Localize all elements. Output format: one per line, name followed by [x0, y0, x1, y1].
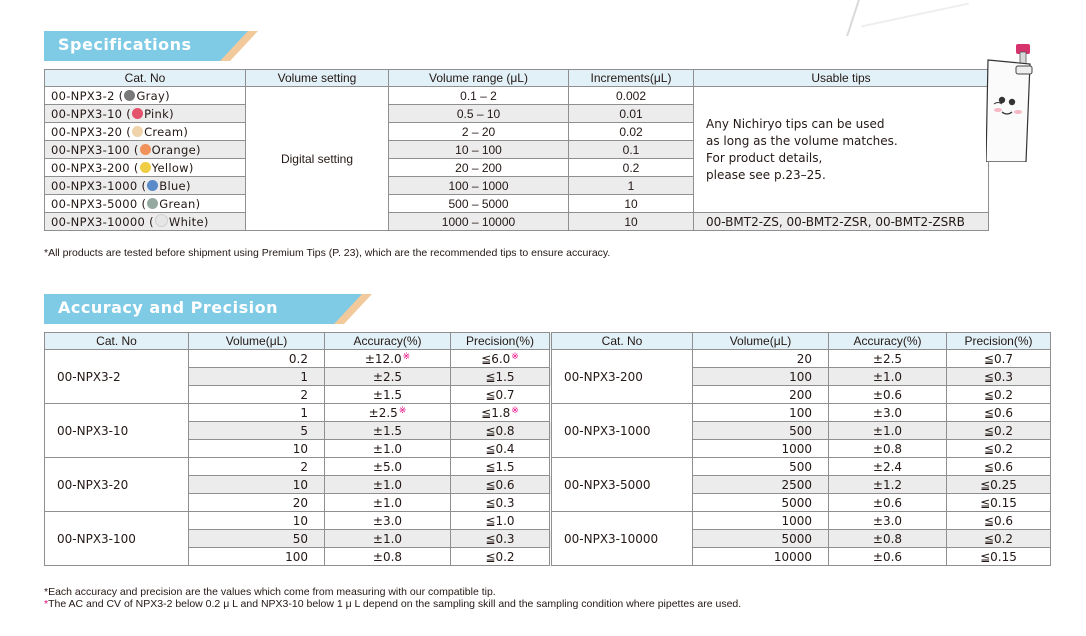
footnote-mark: ※ — [511, 351, 519, 362]
accuracy-cell — [325, 512, 451, 530]
cat-no: 00-NPX3-10000 — [51, 215, 146, 229]
accuracy-value: ±0.6 — [872, 549, 903, 564]
accuracy-value: ±3.0 — [872, 405, 903, 420]
volume-cell: 10 — [189, 512, 325, 530]
precision-cell — [947, 512, 1051, 530]
precision-cell — [947, 530, 1051, 548]
precision-cell — [451, 422, 551, 440]
cat-no: 00-NPX3-10 — [51, 106, 123, 121]
volume-range-cell: 20 – 200 — [389, 159, 569, 177]
accuracy-note: *Each accuracy and precision are the values which come from measuring with our compatible tip. — [44, 586, 496, 598]
usable-tips-line: For product details, — [706, 150, 823, 165]
precision-value: ≦0.15 — [980, 549, 1017, 564]
accuracy-cell — [325, 368, 451, 386]
cat-no: 00-NPX3-1000 — [51, 178, 138, 193]
accuracy-cell — [325, 530, 451, 548]
volume-cell: 100 — [693, 368, 829, 386]
volume-cell: 1000 — [693, 512, 829, 530]
column-header: Cat. No — [551, 333, 693, 350]
color-name: Grean — [159, 196, 196, 211]
cat-no-cell: 00-NPX3-10 — [45, 404, 189, 458]
precision-cell — [451, 494, 551, 512]
column-header: Accuracy(%) — [325, 333, 451, 350]
color-dot — [140, 162, 151, 173]
column-header: Precision(%) — [451, 333, 551, 350]
table-row — [45, 422, 1051, 440]
section-title: Specifications — [58, 35, 192, 54]
note-mark: * — [44, 598, 49, 610]
cat-no-cell: 00-NPX3-10000 ( White) — [45, 213, 246, 231]
volume-cell: 0.2 — [189, 350, 325, 368]
column-header: Precision(%) — [947, 333, 1051, 350]
precision-cell — [947, 404, 1051, 422]
precision-value: ≦0.8 — [485, 423, 515, 438]
volume-range-cell: 10 – 100 — [389, 141, 569, 159]
volume-cell: 500 — [693, 458, 829, 476]
accuracy-value: ±0.8 — [372, 549, 403, 564]
precision-cell — [947, 440, 1051, 458]
precision-value: ≦0.2 — [983, 423, 1014, 438]
precision-cell — [947, 368, 1051, 386]
volume-cell: 50 — [189, 530, 325, 548]
precision-value: ≦0.2 — [983, 531, 1014, 546]
volume-cell: 2 — [189, 386, 325, 404]
cat-no-cell: 00-NPX3-20 ( Cream) — [45, 123, 246, 141]
column-header: Accuracy(%) — [829, 333, 947, 350]
precision-value: ≦0.4 — [485, 441, 515, 456]
increments-cell: 1 — [569, 177, 694, 195]
cat-no: 00-NPX3-5000 — [51, 196, 138, 211]
accuracy-cell — [325, 440, 451, 458]
precision-cell — [451, 368, 551, 386]
color-dot — [124, 90, 135, 101]
accuracy-cell — [829, 458, 947, 476]
cat-no-cell: 00-NPX3-10000 — [551, 512, 693, 566]
table-row — [45, 494, 1051, 512]
accuracy-cell — [829, 386, 947, 404]
accuracy-cell — [829, 350, 947, 368]
accuracy-value: ±0.6 — [872, 387, 903, 402]
precision-cell — [451, 476, 551, 494]
color-dot — [140, 144, 151, 155]
pipette-mascot-illustration — [986, 42, 1086, 162]
precision-value: ≦0.3 — [485, 531, 515, 546]
volume-cell: 1000 — [693, 440, 829, 458]
volume-cell: 500 — [693, 422, 829, 440]
increments-cell: 0.1 — [569, 141, 694, 159]
precision-cell — [451, 548, 551, 566]
precision-cell — [947, 350, 1051, 368]
accuracy-value: ±1.0 — [372, 477, 403, 492]
precision-value: ≦0.6 — [983, 459, 1014, 474]
usable-tips-line: as long as the volume matches. — [706, 133, 898, 148]
decorative-line — [861, 3, 969, 28]
increments-cell: 0.01 — [569, 105, 694, 123]
table-row — [45, 458, 1051, 476]
precision-value: ≦0.2 — [983, 441, 1014, 456]
precision-cell — [947, 494, 1051, 512]
precision-value: ≦0.25 — [980, 477, 1017, 492]
accuracy-cell — [829, 494, 947, 512]
precision-cell — [451, 530, 551, 548]
color-dot — [147, 180, 158, 191]
volume-cell: 5000 — [693, 530, 829, 548]
accuracy-value: ±1.0 — [372, 495, 403, 510]
cat-no-cell: 00-NPX3-10 ( Pink) — [45, 105, 246, 123]
accuracy-cell — [829, 476, 947, 494]
table-row — [45, 350, 1051, 368]
table-row — [45, 87, 989, 105]
column-header: Volume(μL) — [693, 333, 829, 350]
accuracy-cell — [325, 494, 451, 512]
accuracy-cell — [325, 548, 451, 566]
usable-tips-line: please see p.23–25. — [706, 167, 826, 182]
precision-cell — [451, 458, 551, 476]
accuracy-value: ±2.4 — [872, 459, 903, 474]
cat-no-cell: 00-NPX3-200 ( Yellow) — [45, 159, 246, 177]
cat-no-cell: 00-NPX3-5000 — [551, 458, 693, 512]
increments-cell: 0.2 — [569, 159, 694, 177]
note-text: The AC and CV of NPX3-2 below 0.2 μ L and NPX3-10 below 1 μ L depend on the sampling skill and the sampling condition where pipettes are used. — [48, 598, 742, 610]
precision-value: ≦0.3 — [983, 369, 1014, 384]
cat-no-cell: 00-NPX3-200 — [551, 350, 693, 404]
column-header: Increments(μL) — [569, 70, 694, 87]
accuracy-value: ±5.0 — [372, 459, 403, 474]
volume-range-cell: 0.1 – 2 — [389, 87, 569, 105]
increments-cell: 0.002 — [569, 87, 694, 105]
accuracy-value: ±12.0 — [364, 351, 402, 366]
precision-cell — [947, 458, 1051, 476]
accuracy-cell — [829, 422, 947, 440]
cat-no-cell: 00-NPX3-1000 ( Blue) — [45, 177, 246, 195]
color-dot — [147, 198, 158, 209]
usable-tips-line: Any Nichiryo tips can be used — [706, 116, 885, 131]
accuracy-precision-table — [44, 332, 1051, 566]
table-row — [45, 512, 1051, 530]
color-name: White — [168, 215, 204, 229]
accuracy-value: ±0.8 — [872, 441, 903, 456]
accuracy-value: ±1.2 — [872, 477, 903, 492]
precision-cell — [451, 440, 551, 458]
cat-no-cell: 00-NPX3-2 — [45, 350, 189, 404]
precision-value: ≦1.5 — [485, 369, 515, 384]
precision-cell — [451, 350, 551, 368]
table-row — [45, 440, 1051, 458]
accuracy-cell — [829, 368, 947, 386]
table-row — [45, 530, 1051, 548]
volume-cell: 100 — [189, 548, 325, 566]
volume-cell: 200 — [693, 386, 829, 404]
usable-tips-cell-bmt2: 00-BMT2-ZS, 00-BMT2-ZSR, 00-BMT2-ZSRB — [694, 213, 989, 231]
cat-no-cell: 00-NPX3-5000 ( Grean) — [45, 195, 246, 213]
cat-no-cell: 00-NPX3-2 ( Gray) — [45, 87, 246, 105]
accuracy-cell — [829, 530, 947, 548]
accuracy-cell — [325, 476, 451, 494]
column-header: Volume range (μL) — [389, 70, 569, 87]
volume-range-cell: 0.5 – 10 — [389, 105, 569, 123]
accuracy-cell — [829, 440, 947, 458]
cat-no-cell: 00-NPX3-20 — [45, 458, 189, 512]
specifications-banner — [44, 31, 256, 61]
accuracy-value: ±0.6 — [872, 495, 903, 510]
table-row — [45, 476, 1051, 494]
spec-footnote: *All products are tested before shipment using Premium Tips (P. 23), which are the recommended tips to ensure accuracy. — [44, 247, 611, 259]
precision-cell — [947, 548, 1051, 566]
table-row — [45, 548, 1051, 566]
precision-value: ≦1.5 — [485, 459, 515, 474]
column-header: Usable tips — [694, 70, 989, 87]
precision-cell — [947, 422, 1051, 440]
accuracy-value: ±2.5 — [372, 369, 403, 384]
volume-cell: 10000 — [693, 548, 829, 566]
specifications-table — [44, 69, 989, 231]
volume-setting-cell: Digital setting — [246, 87, 389, 231]
accuracy-value: ±1.0 — [372, 531, 403, 546]
precision-cell — [451, 386, 551, 404]
volume-range-cell: 2 – 20 — [389, 123, 569, 141]
precision-value: ≦0.6 — [983, 405, 1014, 420]
volume-range-cell: 100 – 1000 — [389, 177, 569, 195]
accuracy-value: ±1.0 — [872, 423, 903, 438]
color-dot — [132, 126, 143, 137]
accuracy-banner — [44, 294, 370, 324]
precision-value: ≦0.6 — [485, 477, 515, 492]
cat-no-cell: 00-NPX3-100 ( Orange) — [45, 141, 246, 159]
cat-no: 00-NPX3-2 — [51, 88, 115, 103]
volume-cell: 5000 — [693, 494, 829, 512]
accuracy-cell — [325, 404, 451, 422]
accuracy-cell — [829, 512, 947, 530]
precision-value: ≦0.7 — [485, 387, 515, 402]
footnote-mark: ※ — [511, 405, 519, 416]
column-header: Cat. No — [45, 333, 189, 350]
table-row — [45, 213, 989, 231]
volume-range-cell: 1000 – 10000 — [389, 213, 569, 231]
precision-value: ≦6.0 — [481, 351, 511, 366]
volume-cell: 5 — [189, 422, 325, 440]
accuracy-note-sampling — [44, 598, 741, 610]
volume-range-cell: 500 – 5000 — [389, 195, 569, 213]
column-header: Cat. No — [45, 70, 246, 87]
accuracy-value: ±3.0 — [872, 513, 903, 528]
precision-cell — [451, 404, 551, 422]
footnote-mark: ※ — [402, 351, 411, 362]
cat-no-cell: 00-NPX3-1000 — [551, 404, 693, 458]
precision-value: ≦1.0 — [485, 513, 515, 528]
precision-value: ≦0.3 — [485, 495, 515, 510]
accuracy-cell — [829, 548, 947, 566]
accuracy-value: ±1.0 — [372, 441, 403, 456]
volume-cell: 1 — [189, 404, 325, 422]
section-title: Accuracy and Precision — [58, 298, 278, 317]
accuracy-value: ±2.5 — [368, 405, 398, 420]
accuracy-cell — [325, 458, 451, 476]
precision-value: ≦0.2 — [485, 549, 515, 564]
footnote-mark: ※ — [398, 405, 407, 416]
precision-cell — [947, 386, 1051, 404]
precision-cell — [451, 512, 551, 530]
precision-value: ≦0.6 — [983, 513, 1014, 528]
accuracy-cell — [325, 350, 451, 368]
color-name: Cream — [144, 124, 184, 139]
color-name: Blue — [159, 178, 186, 193]
precision-cell — [947, 476, 1051, 494]
cat-no: 00-NPX3-20 — [51, 124, 123, 139]
color-name: Orange — [151, 142, 196, 157]
increments-cell: 10 — [569, 213, 694, 231]
volume-cell: 10 — [189, 476, 325, 494]
volume-cell: 2 — [189, 458, 325, 476]
cat-no: 00-NPX3-100 — [51, 142, 130, 157]
increments-cell: 10 — [569, 195, 694, 213]
decorative-line — [846, 0, 860, 36]
color-name: Gray — [136, 88, 166, 103]
volume-cell: 20 — [189, 494, 325, 512]
precision-value: ≦0.15 — [980, 495, 1017, 510]
precision-value: ≦0.7 — [983, 351, 1014, 366]
color-name: Pink — [144, 106, 170, 121]
column-header: Volume(μL) — [189, 333, 325, 350]
accuracy-cell — [325, 386, 451, 404]
usable-tips-cell — [694, 87, 989, 213]
volume-cell: 100 — [693, 404, 829, 422]
table-row — [45, 404, 1051, 422]
accuracy-value: ±3.0 — [372, 513, 403, 528]
color-dot — [155, 214, 168, 227]
accuracy-cell — [325, 422, 451, 440]
table-row — [45, 386, 1051, 404]
accuracy-value: ±1.5 — [372, 423, 403, 438]
precision-value: ≦1.8 — [481, 405, 511, 420]
table-row — [45, 368, 1051, 386]
accuracy-value: ±2.5 — [872, 351, 903, 366]
accuracy-cell — [829, 404, 947, 422]
accuracy-value: ±1.5 — [372, 387, 403, 402]
increments-cell: 0.02 — [569, 123, 694, 141]
accuracy-value: ±0.8 — [872, 531, 903, 546]
volume-cell: 1 — [189, 368, 325, 386]
column-header: Volume setting — [246, 70, 389, 87]
color-dot — [132, 108, 143, 119]
accuracy-value: ±1.0 — [872, 369, 903, 384]
volume-cell: 20 — [693, 350, 829, 368]
volume-cell: 10 — [189, 440, 325, 458]
volume-cell: 2500 — [693, 476, 829, 494]
cat-no-cell: 00-NPX3-100 — [45, 512, 189, 566]
color-name: Yellow — [151, 160, 189, 175]
cat-no: 00-NPX3-200 — [51, 160, 130, 175]
precision-value: ≦0.2 — [983, 387, 1014, 402]
